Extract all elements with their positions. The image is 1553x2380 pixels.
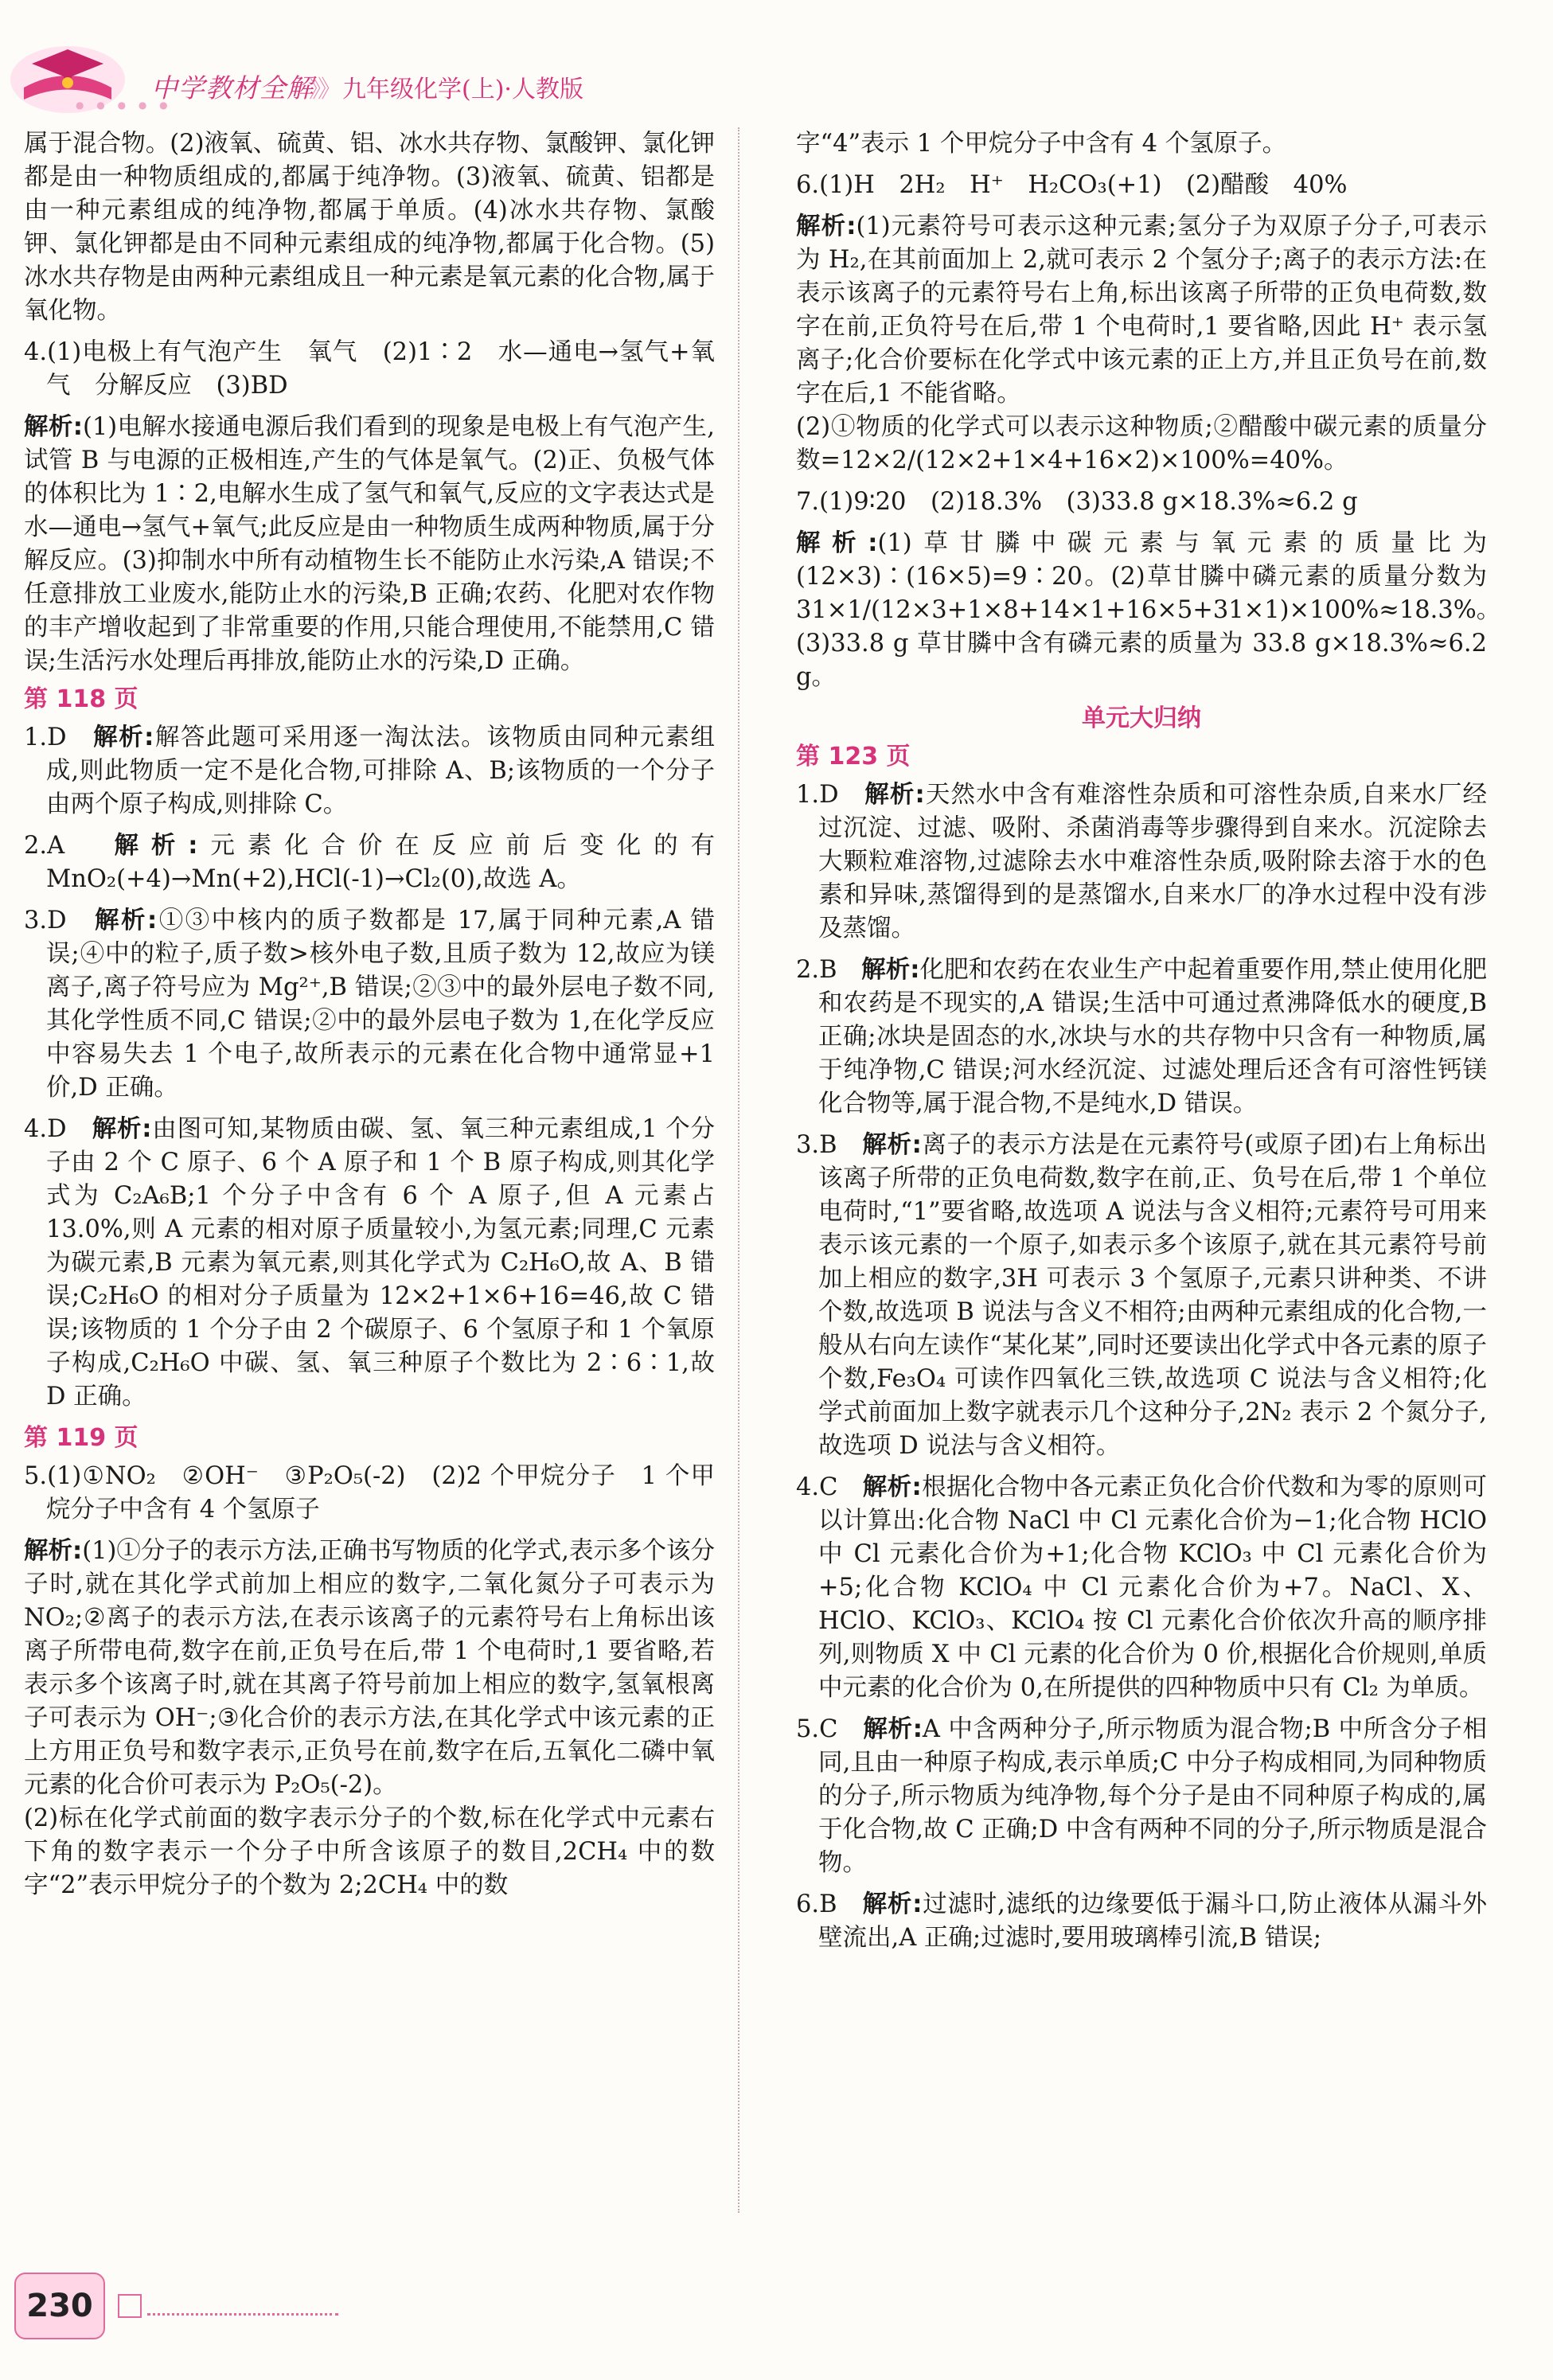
book-subtitle: 九年级化学(上)·人教版 (342, 76, 583, 103)
book-title: 中学教材全解 (151, 72, 314, 103)
right-column (796, 127, 1501, 1963)
analysis-5-part2: (2)标在化学式前面的数字表示分子的个数,标在化学式中元素右下角的数字表示一个分子中所含该原子的数目,2CH₄ 中的数字“2”表示甲烷分子的个数为 2;2CH₄ 中的数 (24, 1805, 715, 1899)
section-page-118: 第 118 页 (24, 685, 139, 713)
answer-1: 1.D 解析:解答此题可采用逐一淘汰法。该物质由同种元素组成,则此物质一定不是化合物,可排除 A、B;该物质的一个分子由两个原子构成,则排除 C。 (24, 724, 716, 818)
answer-r1: 1.D 解析:天然水中含有难溶性杂质和可溶性杂质,自来水厂经过沉淀、过滤、吸附、杀菌消毒等步骤得到自来水。沉淀除去大颗粒难溶物,过滤除去水中难溶性杂质,吸附除去溶于水的色素和异味,蒸馏得到的是蒸馏水,自来水厂的净水过程中没有涉及蒸馏。 (796, 781, 1487, 942)
analysis-7-part2: (3)33.8 g 草甘膦中含有磷元素的质量为 33.8 g×18.3%≈6.2 g。 (796, 630, 1487, 691)
header-dots: ● ● ● ● ● (76, 99, 173, 111)
answer-7: 7.(1)9∶20 (2)18.3% (3)33.8 g×18.3%≈6.2 g (796, 488, 1358, 516)
answer-5: 5.(1)①NO₂ ②OH⁻ ③P₂O₅(-2) (2)2 个甲烷分子 1 个甲烷分子中含有 4 个氢原子 (24, 1462, 715, 1524)
chevron-icon: 》》 (309, 76, 338, 103)
paragraph: 字“4”表示 1 个甲烷分子中含有 4 个氢原子。 (796, 130, 1287, 158)
answer-r3: 3.B 解析:离子的表示方法是在元素符号(或原子团)右上角标出该离子所带的正负电荷数,数字在前,正、负号在后,带 1 个单位电荷时,“1”要省略,故选项 A 说法与含义相符;元素符号可用来表示该元素的一个原子,如表示多个该原子,就在其元素符号前加上相应的数字,3H 可表示 3 个氢原子,元素只讲种类、不讲个数,故选项 B 说法与含义不相符;由两种元素组成的化合物,一般从右向左读作“某化某”,同时还要读出化学式中各元素的原子个数,Fe₃O₄ 可读作四氧化三铁,故选项 C 说法与含义相符;化学式前面加上数字就表示几个这种分子,2N₂ 表示 2 个氮分子,故选项 D 说法与含义相符。 (796, 1131, 1487, 1460)
analysis-4: 解析:(1)电解水接通电源后我们看到的现象是电极上有气泡产生,试管 B 与电源的正极相连,产生的气体是氧气。(2)正、负极气体的体积比为 1∶2,电解水生成了氢气和氧气,反应的文字表达式是水—通电→氢气+氧气;此反应是由一种物质生成两种物质,属于分解反应。(3)抑制水中所有动植物生长不能防止水污染,A 错误;不任意排放工业废水,能防止水的污染,B 正确;农药、化肥对农作物的丰产增收起到了非常重要的作用,只能合理使用,不能禁用,C 错误;生活污水处理后再排放,能防止水的污染,D 正确。 (24, 413, 715, 675)
answer-r5: 5.C 解析:A 中含两种分子,所示物质为混合物;B 中所含分子相同,且由一种原子构成,表示单质;C 中分子构成相同,为同种物质的分子,所示物质为纯净物,每个分子是由不同种原子构成的,属于化合物,故 C 正确;D 中含有两种不同的分子,所示物质是混合物。 (796, 1715, 1487, 1877)
unit-summary-title: 单元大归纳 (1082, 704, 1201, 732)
answer-r2: 2.B 解析:化肥和农药在农业生产中起着重要作用,禁止使用化肥和农药是不现实的,A 错误;生活中可通过煮沸降低水的硬度,B 正确;冰块是固态的水,冰块与水的共存物中只含有一种物质,属于纯净物,C 错误;河水经沉淀、过滤处理后还含有可溶性钙镁化合物等,属于混合物,不是纯水,D 错误。 (796, 956, 1487, 1118)
analysis-6-part2: (2)①物质的化学式可以表示这种物质;②醋酸中碳元素的质量分数=12×2/(12×2+1×4+16×2)×100%=40%。 (796, 413, 1487, 474)
answer-4d: 4.D 解析:由图可知,某物质由碳、氢、氧三种元素组成,1 个分子由 2 个 C 原子、6 个 A 原子和 1 个 B 原子构成,则其化学式为 C₂A₆B;1 个分子中含有 6 个 A 原子,但 A 元素占 13.0%,则 A 元素的相对原子质量较小,为氢元素;同理,C 元素为碳元素,B 元素为氧元素,则其化学式为 C₂H₆O,故 A、B 错误;C₂H₆O 的相对分子质量为 12×2+1×6+16=46,故 C 错误;该物质的 1 个分子由 2 个碳原子、6 个氢原子和 1 个氧原子构成,C₂H₆O 中碳、氢、氧三种原子个数比为 2∶6∶1,故 D 正确。 (24, 1115, 716, 1410)
paragraph: 属于混合物。(2)液氧、硫黄、铝、冰水共存物、氯酸钾、氯化钾都是由一种物质组成的,都属于纯净物。(3)液氧、硫黄、铝都是由一种元素组成的纯净物,都属于单质。(4)冰水共存物、氯酸钾、氯化钾都是由不同种元素组成的纯净物,都属于化合物。(5)冰水共存物是由两种元素组成且一种元素是氧元素的化合物,属于氧化物。 (24, 130, 715, 325)
answer-2: 2.A 解析:元素化合价在反应前后变化的有 MnO₂(+4)→Mn(+2),HCl(-1)→Cl₂(0),故选 A。 (24, 832, 716, 893)
answer-3: 3.D 解析:①③中核内的质子数都是 17,属于同种元素,A 错误;④中的粒子,质子数>核外电子数,且质子数为 12,故应为镁离子,离子符号应为 Mg²⁺,B 错误;②③中的最外层电子数不同,其化学性质不同,C 错误;②中的最外层电子数为 1,在化学反应中容易失去 1 个电子,故所表示的元素在化合物中通常显+1 价,D 正确。 (24, 907, 715, 1102)
column-divider (738, 127, 739, 2213)
answer-r4: 4.C 解析:根据化合物中各元素正负化合价代数和为零的原则可以计算出:化合物 NaCl 中 Cl 元素化合价为−1;化合物 HClO 中 Cl 元素化合价为+1;化合物 KClO₃ 中 Cl 元素化合价为+5;化合物 KClO₄ 中 Cl 元素化合价为+7。NaCl、X、HClO、KClO₃、KClO₄ 按 Cl 元素化合价依次升高的顺序排列,则物质 X 中 Cl 元素的化合价为 0 价,根据化合价规则,单质中元素的化合价为 0,在所提供的四种物质中只有 Cl₂ 为单质。 (796, 1473, 1488, 1702)
analysis-7: 解析:(1)草甘膦中碳元素与氧元素的质量比为(12×3)∶(16×5)=9∶20。(2)草甘膦中磷元素的质量分数为 31×1/(12×3+1×8+14×1+16×5+31×1)×100%≈18.3%。 (796, 529, 1501, 624)
section-page-123: 第 123 页 (796, 743, 911, 771)
footer-square-icon (118, 2294, 142, 2318)
answer-6: 6.(1)H 2H₂ H⁺ H₂CO₃(+1) (2)醋酸 40% (796, 171, 1348, 199)
page-number: 230 (26, 2288, 93, 2324)
left-column (24, 127, 715, 1902)
answer-r6: 6.B 解析:过滤时,滤纸的边缘要低于漏斗口,防止液体从漏斗外壁流出,A 正确;过滤时,要用玻璃棒引流,B 错误; (796, 1890, 1488, 1952)
analysis-6: 解析:(1)元素符号可表示这种元素;氢分子为双原子分子,可表示为 H₂,在其前面加上 2,就可表示 2 个氢分子;离子的表示方法:在表示该离子的元素符号右上角,标出该离子所带的正负电荷数,数字在前,正负符号在后,带 1 个电荷时,1 要省略,因此 H⁺ 表示氢离子;化合价要标在化学式中该元素的正上方,并且正负号在前,数字在后,1 不能省略。 (796, 213, 1487, 408)
page-header (0, 0, 1553, 119)
footer-dotted-line (147, 2313, 338, 2316)
analysis-5: 解析:(1)①分子的表示方法,正确书写物质的化学式,表示多个该分子时,就在其化学式前加上相应的数字,二氧化氮分子可表示为 NO₂;②离子的表示方法,在表示该离子的元素符号右上角标出该离子所带电荷,数字在前,正负号在后,带 1 个电荷时,1 要省略,若表示多个该离子时,就在其离子符号前加上相应的数字,氢氧根离子可表示为 OH⁻;③化合价的表示方法,在其化学式中该元素的正上方用正负号和数字表示,正负号在前,数字在后,五氧化二磷中氧元素的化合价可表示为 P₂O₅(-2)。 (24, 1537, 715, 1799)
answer-4: 4.(1)电极上有气泡产生 氧气 (2)1∶2 水—通电→氢气+氧气 分解反应 (3)BD (24, 338, 715, 400)
section-page-119: 第 119 页 (24, 1424, 139, 1452)
page-number-badge (14, 2273, 105, 2339)
